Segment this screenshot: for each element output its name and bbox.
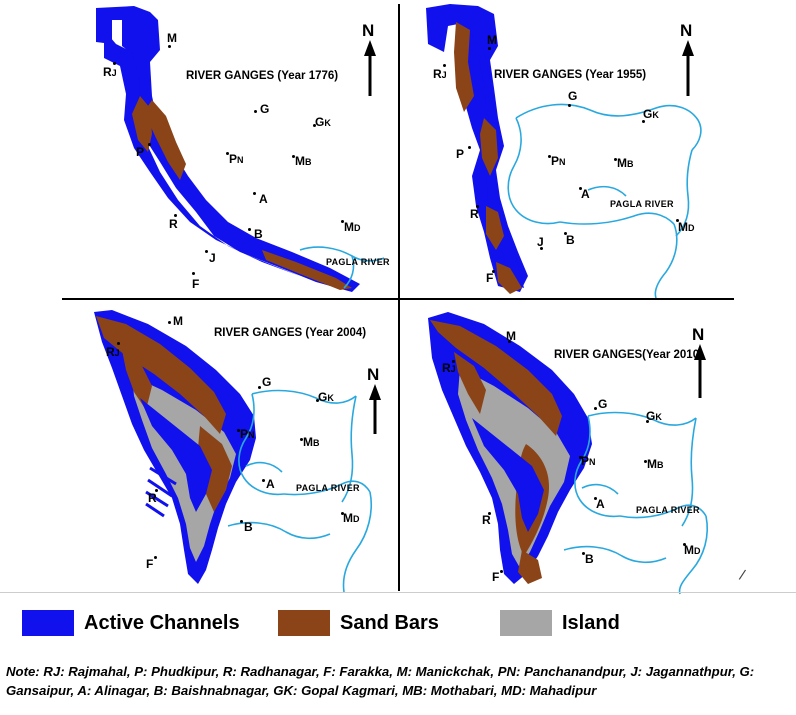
north-label-1776: N <box>362 21 375 40</box>
site-dot <box>168 45 171 48</box>
site-label-pn: PN <box>581 454 596 468</box>
site-label-j: J <box>209 251 216 265</box>
site-label-m: M <box>506 329 516 343</box>
pagla-river-2004-f <box>246 463 282 472</box>
site-label-rj: RJ <box>442 361 456 375</box>
north-arrow-1955 <box>682 40 694 96</box>
site-label-rj: RJ <box>103 65 117 79</box>
site-dot <box>568 104 571 107</box>
site-dot <box>154 556 157 559</box>
panel-divider-horizontal <box>62 298 734 300</box>
map-graphic-2010 <box>398 298 796 595</box>
map-legend <box>0 596 796 656</box>
legend-label-sand-bars: Sand Bars <box>340 611 439 634</box>
north-label-2010: N <box>692 325 705 344</box>
site-label-f: F <box>486 271 494 285</box>
site-label-m: M <box>487 33 497 47</box>
site-label-b: B <box>254 227 263 241</box>
legend-separator <box>0 592 796 593</box>
legend-item-island <box>500 610 620 636</box>
pagla-river-2010-f <box>582 485 618 494</box>
site-label-b: B <box>244 520 253 534</box>
blue-swatch-icon <box>22 610 74 636</box>
legend-item-sand-bars <box>278 610 439 636</box>
site-label-p: P <box>136 145 145 159</box>
site-dot <box>254 110 257 113</box>
figure-note: Note: RJ: Rajmahal, P: Phudkipur, R: Radhanagar, F: Farakka, M: Manickchak, PN: Panchanandpur, J: Jagannathpur, G: Gansaipur, A: Alinagar, B: Baishnabnagar, GK: Gopal Kagmari, MB: Mothabari, MD: Mahadipur <box>6 664 755 699</box>
site-label-m: M <box>167 31 177 45</box>
site-label-a: A <box>581 187 590 201</box>
scale-tick-mark: / <box>737 566 747 585</box>
site-dot <box>262 479 265 482</box>
site-label-f: F <box>192 277 200 291</box>
site-label-r: R <box>482 513 491 527</box>
site-label-j: J <box>537 235 544 249</box>
pagla-river-1955-c <box>560 213 674 224</box>
site-label-g: G <box>568 89 578 103</box>
site-label-pn: PN <box>229 152 244 166</box>
site-label-gk: GK <box>643 107 659 121</box>
site-label-md: MD <box>684 543 701 557</box>
site-dot <box>205 250 208 253</box>
panel-title-1776: RIVER GANGES (Year 1776) <box>186 70 339 82</box>
site-label-pn: PN <box>240 427 255 441</box>
brown-swatch-icon <box>278 610 330 636</box>
site-dot <box>248 228 251 231</box>
legend-label-island: Island <box>562 611 620 634</box>
site-dot <box>488 47 491 50</box>
pagla-label-1955: PAGLA RIVER <box>610 199 674 209</box>
sand-bar-1776-c <box>262 250 352 290</box>
pagla-river-1955-e <box>655 224 677 298</box>
site-label-b: B <box>585 552 594 566</box>
site-label-gk: GK <box>318 390 334 404</box>
site-label-mb: MB <box>303 435 320 449</box>
site-label-a: A <box>596 497 605 511</box>
pagla-river-2010 <box>588 413 696 426</box>
site-label-m: M <box>173 314 183 328</box>
map-panel-2010 <box>398 298 796 595</box>
site-label-mb: MB <box>295 154 312 168</box>
pagla-label-2010: PAGLA RIVER <box>636 505 700 515</box>
site-label-gk: GK <box>646 409 662 423</box>
map-panel-1955 <box>398 0 796 298</box>
site-label-r: R <box>148 491 157 505</box>
site-dot <box>113 62 116 65</box>
pagla-label-2004: PAGLA RIVER <box>296 483 360 493</box>
site-label-pn: PN <box>551 154 566 168</box>
site-dot <box>443 64 446 67</box>
site-label-f: F <box>492 570 500 584</box>
site-dot <box>168 321 171 324</box>
site-label-r: R <box>169 217 178 231</box>
site-dot <box>148 143 151 146</box>
site-label-b: B <box>566 233 575 247</box>
site-label-mb: MB <box>617 156 634 170</box>
pagla-river-2010-g <box>564 547 666 566</box>
site-dot <box>468 146 471 149</box>
grey-swatch-icon <box>500 610 552 636</box>
panel-title-2004: RIVER GANGES (Year 2004) <box>214 327 367 339</box>
legend-item-active-channels <box>22 610 240 636</box>
pagla-label-1776: PAGLA RIVER <box>326 257 390 267</box>
map-graphic-1776 <box>0 0 398 298</box>
north-arrow-1776 <box>364 40 376 96</box>
pagla-river-1955 <box>516 104 701 150</box>
site-dot <box>258 386 261 389</box>
panel-title-2010: RIVER GANGES(Year 2010) <box>554 349 703 361</box>
site-label-md: MD <box>678 220 695 234</box>
site-dot <box>117 342 120 345</box>
pagla-river-1955-b <box>508 118 560 224</box>
site-dot <box>240 520 243 523</box>
site-dot <box>253 192 256 195</box>
map-panel-2004 <box>0 298 398 595</box>
site-label-p: P <box>456 147 465 161</box>
site-label-md: MD <box>343 511 360 525</box>
site-dot <box>192 272 195 275</box>
site-label-a: A <box>259 192 268 206</box>
site-dot <box>500 570 503 573</box>
legend-label-active-channels: Active Channels <box>84 611 240 634</box>
site-label-r: R <box>470 207 479 221</box>
north-label-2004: N <box>367 365 380 384</box>
site-label-f: F <box>146 557 154 571</box>
panel-title-1955: RIVER GANGES (Year 1955) <box>494 69 647 81</box>
site-dot <box>594 407 597 410</box>
site-label-gk: GK <box>315 115 331 129</box>
site-label-g: G <box>260 102 270 116</box>
pagla-river-2004 <box>252 391 356 404</box>
site-label-g: G <box>262 375 272 389</box>
site-label-g: G <box>598 397 608 411</box>
site-label-mb: MB <box>647 457 664 471</box>
site-label-rj: RJ <box>106 345 120 359</box>
north-label-1955: N <box>680 21 693 40</box>
pagla-river-1955-f <box>588 187 626 196</box>
site-label-a: A <box>266 477 275 491</box>
pagla-river-2004-e <box>344 492 372 592</box>
site-label-md: MD <box>344 220 361 234</box>
north-arrow-2004 <box>369 384 381 434</box>
site-label-rj: RJ <box>433 67 447 81</box>
map-panel-1776 <box>0 0 398 298</box>
map-graphic-2004 <box>0 298 398 595</box>
